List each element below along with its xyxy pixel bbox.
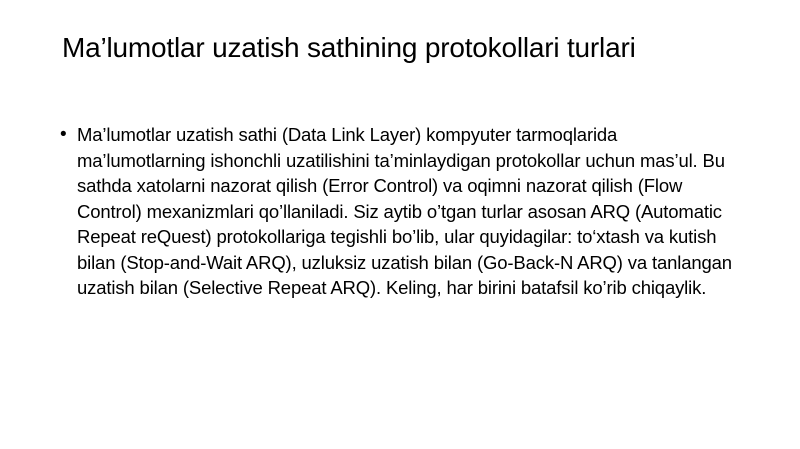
bullet-text: Ma’lumotlar uzatish sathi (Data Link Layer) kompyuter tarmoqlarida ma’lumotlarning ishonchli uzatilishini ta’minlaydigan protokollar uchun mas’ul. Bu sathda xatolarni nazorat qilish (Error Control) va oqimni nazorat qilish (Flow Control) mexanizmlari qo’llaniladi. Siz aytib o’tgan turlar asosan ARQ (Automatic Repeat reQuest) protokollariga tegishli bo’lib, ular quyidagilar: to‘xtash va kutish bilan (Stop-and-Wait ARQ), uzluksiz uzatish bilan (Go-Back-N ARQ) va tanlangan uzatish bilan (Selective Repeat ARQ). Keling, har birini batafsil ko’rib chiqaylik. — [77, 124, 732, 298]
slide-title: Ma’lumotlar uzatish sathining protokollari turlari — [62, 32, 636, 63]
bullet-list — [60, 122, 750, 301]
bullet-item — [60, 122, 750, 301]
bullet-dot-icon: • — [60, 124, 67, 145]
